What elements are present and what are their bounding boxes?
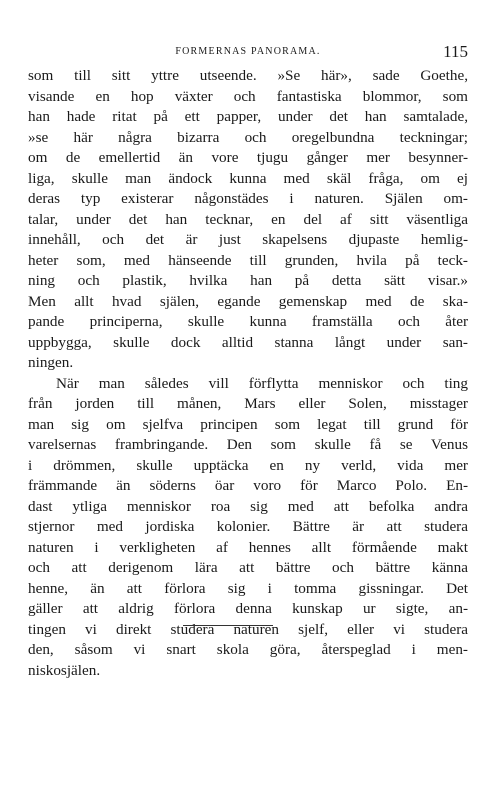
text-line: om de emellertid än vore tjugu gånger mer besynner- <box>28 149 468 166</box>
text-line: deras typ existerar någonstädes i naturen. Själen om- <box>28 190 468 207</box>
text-line: ningen. <box>28 354 74 371</box>
text-line: talar, under det han tecknar, en del af sitt väsentliga <box>28 210 468 228</box>
text-line: niskosjälen. <box>28 661 101 679</box>
text-line: Men allt hvad själen, egande gemenskap med de ska- <box>28 292 468 310</box>
text-line: »se här några bizarra och oregelbundna teckningar; <box>28 128 468 146</box>
text-line: heter som, med hänseende till grunden, hvila på teck- <box>28 251 468 269</box>
page-header <box>28 42 468 62</box>
paragraph-2 <box>28 374 468 682</box>
text-line: och att derigenom lära att bättre och bättre känna <box>28 559 468 576</box>
text-line: som till sitt yttre utseende. »Se här», sade Goethe, <box>28 67 468 84</box>
text-line: dast ytliga menniskor roa sig med att befolka andra <box>28 497 468 515</box>
paragraph-1 <box>28 66 468 374</box>
text-line: liga, skulle man ändock kunna med skäl fråga, om ej <box>28 169 468 187</box>
text-line: den, såsom vi snart skola göra, återspeglad i men- <box>28 641 468 658</box>
text-line: tingen vi direkt studera naturen sjelf, eller vi studera <box>28 620 468 638</box>
text-line: visande en hop växter och fantastiska blommor, som <box>28 87 468 105</box>
text-line: han hade ritat på ett papper, under det han samtalade, <box>28 108 468 125</box>
text-line: uppbygga, skulle dock alltid stanna långt under san- <box>28 333 468 351</box>
text-line: naturen i verkligheten af hennes allt förmående makt <box>28 538 468 556</box>
text-line: När man således vill förflytta menniskor och ting <box>56 374 468 392</box>
running-head: FORMERNAS PANORAMA. <box>175 46 321 57</box>
text-line: från jorden till månen, Mars eller Solen, misstager <box>28 395 468 412</box>
text-line: varelsernas frambringande. Den som skulle få se Venus <box>28 436 468 453</box>
text-line: henne, än att förlora sig i tomma gissningar. Det <box>28 579 468 597</box>
text-line: gäller att aldrig förlora denna kunskap ur sigte, an- <box>28 600 468 617</box>
section-rule <box>183 625 273 626</box>
body-text <box>28 66 468 681</box>
text-line: pande principerna, skulle kunna framställa och åter <box>28 313 468 330</box>
text-line: i drömmen, skulle upptäcka en ny verld, vida mer <box>28 456 468 474</box>
text-line: främmande än söderns öar voro för Marco Polo. En- <box>28 477 468 494</box>
text-line: innehåll, och det är just skapelsens djupaste hemlig- <box>28 231 468 248</box>
text-line: ning och plastik, hvilka han på detta sätt visar.» <box>28 272 468 289</box>
page-number: 115 <box>443 42 468 61</box>
text-line: stjernor med jordiska kolonier. Bättre är att studera <box>28 518 468 535</box>
text-line: man sig om sjelfva principen som legat till grund för <box>28 415 468 433</box>
